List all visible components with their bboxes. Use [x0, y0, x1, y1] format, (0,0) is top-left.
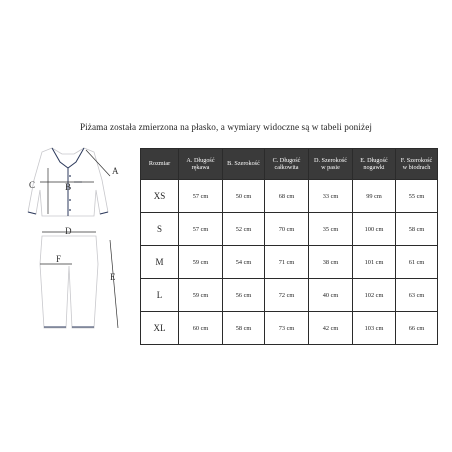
header-size: Rozmiar [141, 149, 179, 180]
cell-width: 52 cm [223, 213, 265, 246]
cell-width: 54 cm [223, 246, 265, 279]
cell-sleeve-length: 60 cm [179, 312, 223, 345]
cell-size: XS [141, 180, 179, 213]
table-row [141, 213, 438, 246]
cell-hip-width: 55 cm [396, 180, 438, 213]
cell-size: XL [141, 312, 179, 345]
header-total-length: C. Długość całkowita [265, 149, 309, 180]
cell-total-length: 70 cm [265, 213, 309, 246]
cell-size: L [141, 279, 179, 312]
cell-waist-width: 42 cm [309, 312, 353, 345]
header-leg-length: E. Długość nogawki [353, 149, 396, 180]
cell-waist-width: 35 cm [309, 213, 353, 246]
cell-size: S [141, 213, 179, 246]
cell-leg-length: 102 cm [353, 279, 396, 312]
page-heading: Piżama została zmierzona na płasko, a wymiary widoczne są w tabeli poniżej [79, 122, 373, 132]
cell-hip-width: 66 cm [396, 312, 438, 345]
header-sleeve-length: A. Długość rękawa [179, 149, 223, 180]
table-row [141, 246, 438, 279]
cell-leg-length: 101 cm [353, 246, 396, 279]
label-a: A [112, 166, 119, 176]
label-f: F [56, 254, 62, 264]
header-width: B. Szerokość [223, 149, 265, 180]
table-header-row [141, 149, 438, 180]
cell-total-length: 68 cm [265, 180, 309, 213]
cell-leg-length: 99 cm [353, 180, 396, 213]
cell-width: 56 cm [223, 279, 265, 312]
cell-hip-width: 58 cm [396, 213, 438, 246]
pajama-pants-illustration [40, 236, 98, 328]
cell-waist-width: 40 cm [309, 279, 353, 312]
cell-sleeve-length: 57 cm [179, 180, 223, 213]
cell-total-length: 72 cm [265, 279, 309, 312]
label-e: E [110, 272, 116, 282]
label-d: D [65, 226, 72, 236]
cell-sleeve-length: 59 cm [179, 246, 223, 279]
label-b: B [65, 182, 72, 192]
cell-size: M [141, 246, 179, 279]
size-table [140, 148, 438, 345]
cell-sleeve-length: 57 cm [179, 213, 223, 246]
table-row [141, 279, 438, 312]
cell-waist-width: 38 cm [309, 246, 353, 279]
cell-total-length: 73 cm [265, 312, 309, 345]
cell-waist-width: 33 cm [309, 180, 353, 213]
label-c: C [29, 180, 36, 190]
cell-hip-width: 61 cm [396, 246, 438, 279]
header-waist-width: D. Szerokość w pasie [309, 149, 353, 180]
cell-hip-width: 63 cm [396, 279, 438, 312]
pajama-measurement-diagram [22, 140, 132, 340]
table-row [141, 312, 438, 345]
cell-leg-length: 100 cm [353, 213, 396, 246]
cell-width: 50 cm [223, 180, 265, 213]
header-hip-width: F. Szerokość w biodrach [396, 149, 438, 180]
table-row [141, 180, 438, 213]
cell-leg-length: 103 cm [353, 312, 396, 345]
cell-width: 58 cm [223, 312, 265, 345]
cell-sleeve-length: 59 cm [179, 279, 223, 312]
cell-total-length: 71 cm [265, 246, 309, 279]
